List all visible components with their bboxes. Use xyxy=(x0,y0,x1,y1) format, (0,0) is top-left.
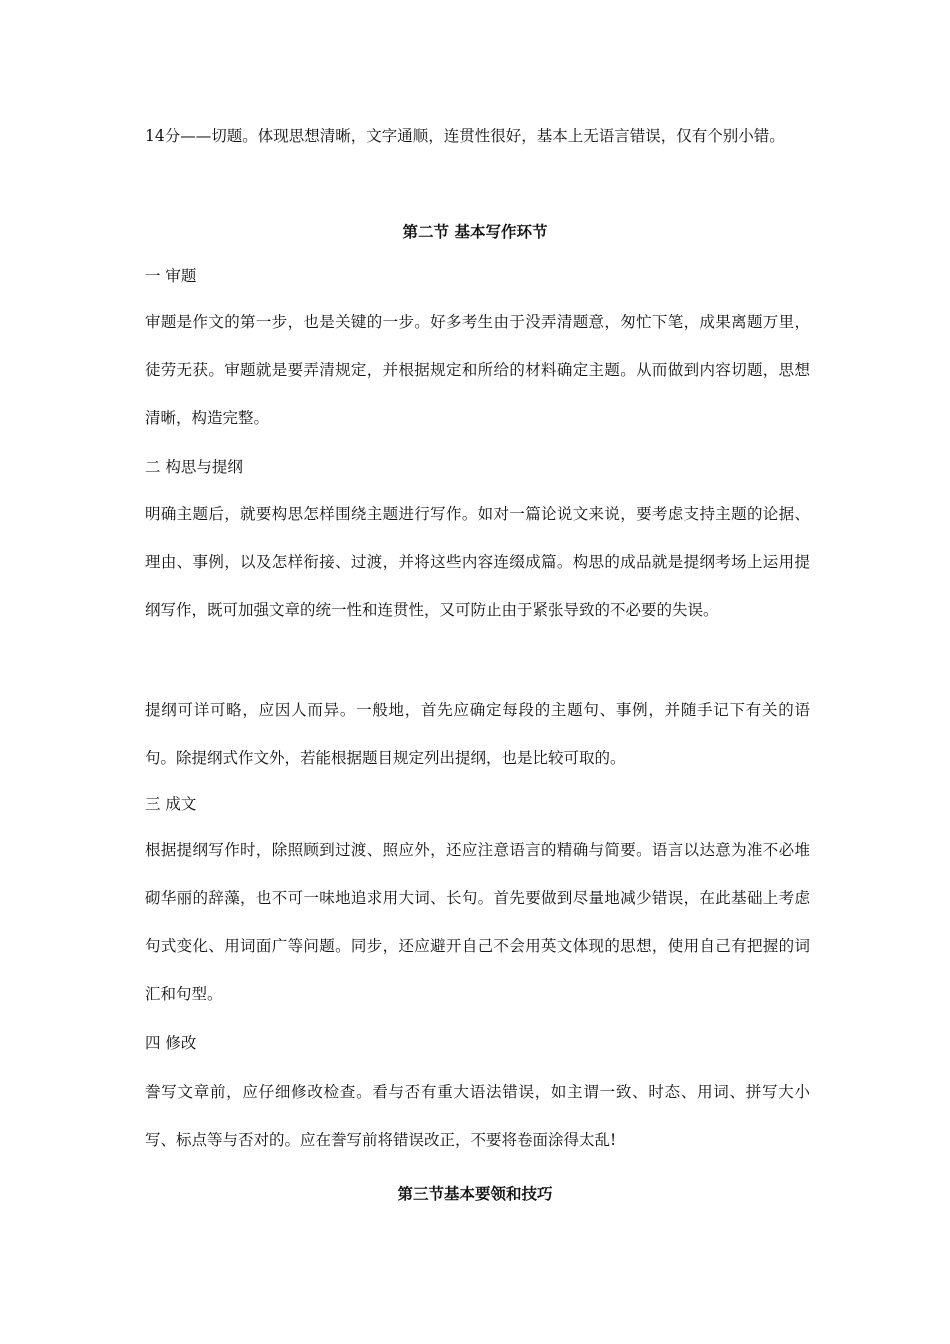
step-1-heading: 一 审题 xyxy=(145,267,197,285)
step-1-body: 审题是作文的第一步，也是关键的一步。好多考生由于没弄清题意，匆忙下笔，成果离题万里，徒劳无获。审题就是要弄清规定，并根据规定和所给的材料确定主题。从而做到内容切题，思想清晰，构造完整。 xyxy=(145,313,810,427)
step-2-heading: 二 构思与提纲 xyxy=(145,458,243,476)
intro-paragraph: 14分——切题。体现思想清晰，文字通顺，连贯性很好，基本上无语言错误，仅有个别小错。 xyxy=(145,127,785,145)
step-4-heading: 四 修改 xyxy=(145,1034,197,1052)
step-2-body-2: 提纲可详可略，应因人而异。一般地，首先应确定每段的主题句、事例，并随手记下有关的语句。除提纲式作文外，若能根据题目规定列出提纲，也是比较可取的。 xyxy=(145,701,810,767)
step-3-heading: 三 成文 xyxy=(145,795,197,813)
section-2-title: 第二节 基本写作环节 xyxy=(402,222,548,241)
step-3-body: 根据提纲写作时，除照顾到过渡、照应外，还应注意语言的精确与简要。语言以达意为准不必堆砌华丽的辞藻，也不可一味地追求用大词、长句。首先要做到尽量地减少错误，在此基础上考虑句式变化、用词面广等问题。同步，还应避开自己不会用英文体现的思想，使用自己有把握的词汇和句型。 xyxy=(145,841,810,1003)
section-3-title: 第三节基本要领和技巧 xyxy=(397,1184,553,1203)
step-2-body-1: 明确主题后，就要构思怎样围绕主题进行写作。如对一篇论说文来说，要考虑支持主题的论据、理由、事例，以及怎样衔接、过渡，并将这些内容连缀成篇。构思的成品就是提纲考场上运用提纲写作，既可加强文章的统一性和连贯性，又可防止由于紧张导致的不必要的失误。 xyxy=(145,505,810,619)
step-4-body: 誊写文章前，应仔细修改检查。看与否有重大语法错误，如主谓一致、时态、用词、拼写大小写、标点等与否对的。应在誊写前将错误改正，不要将卷面涂得太乱! xyxy=(145,1083,810,1149)
